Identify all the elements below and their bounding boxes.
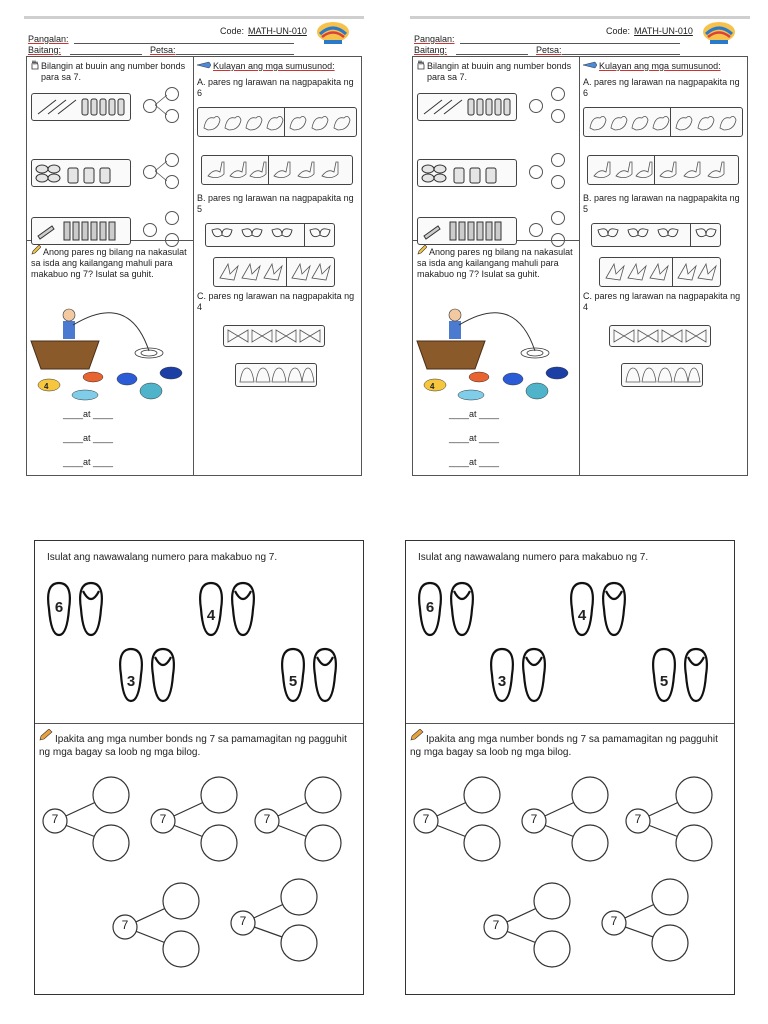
- task3-instruction: Anong pares ng bilang na nakasulat sa isda ang kailangang mahuli para makabuo ng 7? Isulat sa guhit.: [31, 247, 187, 279]
- sandal-number: 3: [126, 673, 136, 690]
- sandal-number: 6: [54, 599, 64, 616]
- picture-divider: [670, 108, 671, 136]
- butterfly-icon: [592, 224, 720, 246]
- object-group-1: [31, 93, 131, 121]
- page2-frame: [405, 540, 735, 995]
- bond-whole-number: 7: [610, 914, 618, 928]
- task2-instruction: Kulayan ang mga sumusunod:: [599, 61, 721, 71]
- answer-line[interactable]: ____at ____: [63, 409, 114, 419]
- worksheet-copy-left: [24, 16, 364, 478]
- picture-divider: [690, 224, 691, 246]
- bird-icon: [600, 258, 720, 286]
- picture-divider: [286, 258, 287, 286]
- worksheet-copy-right: [410, 16, 750, 478]
- answer-line[interactable]: ____at ____: [449, 457, 500, 467]
- object-group-1: [417, 93, 517, 121]
- page2-copy-left: [34, 540, 364, 995]
- picture-divider: [654, 156, 655, 184]
- name-input-line[interactable]: [74, 43, 294, 44]
- code-value: MATH-UN-010: [634, 26, 693, 36]
- picture-divider: [284, 108, 285, 136]
- bond-part-circle[interactable]: [551, 109, 565, 123]
- column-divider: [193, 57, 194, 475]
- instruction-draw-bonds: Ipakita ang mga number bonds ng 7 sa pamamagitan ng pagguhit ng mga bagay sa loob ng mga bilog.: [39, 734, 347, 758]
- bond-whole-number: 7: [121, 918, 129, 932]
- task2-part-a: A. pares ng larawan na nagpapakita ng 6: [583, 77, 740, 98]
- bond-part-circle[interactable]: [165, 109, 179, 123]
- fisherman-boat-illustration: [29, 291, 189, 401]
- task2-part-b: B. pares ng larawan na nagpapakita ng 5: [197, 193, 354, 214]
- object-group-2: [417, 159, 517, 187]
- bond-whole-number: 7: [422, 812, 430, 826]
- bell-icon: [236, 364, 316, 386]
- bond-part-circle[interactable]: [551, 233, 565, 247]
- picture-divider: [268, 156, 269, 184]
- duck-picture-box[interactable]: [587, 155, 739, 185]
- bond-part-circle[interactable]: [551, 87, 565, 101]
- task2-part-b: B. pares ng larawan na nagpapakita ng 5: [583, 193, 740, 214]
- bell-picture-box[interactable]: [235, 363, 317, 387]
- bond-part-circle[interactable]: [165, 153, 179, 167]
- bow-picture-box[interactable]: [223, 325, 325, 347]
- soap-bottle-icon: [418, 160, 516, 186]
- object-group-3: [31, 217, 131, 245]
- top-divider: [24, 16, 364, 19]
- fish-icon: [38, 367, 182, 400]
- comb-icon: [32, 218, 130, 244]
- crayon-icon: [197, 61, 211, 69]
- bond-whole-circle[interactable]: [529, 165, 543, 179]
- hen-icon: [584, 108, 742, 136]
- butterfly-picture-box[interactable]: [205, 223, 335, 247]
- date-input-line[interactable]: [176, 54, 294, 55]
- goose-icon: [588, 156, 738, 184]
- bond-part-circle[interactable]: [551, 211, 565, 225]
- bond-connector: [155, 93, 167, 119]
- code-label: Code: MATH-UN-010: [220, 26, 307, 36]
- school-logo-icon: [698, 20, 740, 46]
- bond-part-circle[interactable]: [551, 175, 565, 189]
- sandal-number: 3: [497, 673, 507, 690]
- section-divider: [406, 723, 734, 724]
- date-input-line[interactable]: [562, 54, 680, 55]
- name-input-line[interactable]: [460, 43, 680, 44]
- top-divider: [410, 16, 750, 19]
- butterfly-icon: [206, 224, 334, 246]
- bond-part-circle[interactable]: [165, 175, 179, 189]
- fisherman-boat-illustration: [415, 291, 575, 401]
- bird-picture-box[interactable]: [599, 257, 721, 287]
- bond-whole-circle[interactable]: [529, 99, 543, 113]
- picture-divider: [672, 258, 673, 286]
- object-group-3: [417, 217, 517, 245]
- bond-connector: [155, 159, 167, 185]
- answer-line[interactable]: ____at ____: [449, 409, 500, 419]
- hand-icon: [30, 60, 40, 70]
- date-label: Petsa:: [536, 45, 562, 55]
- answer-line[interactable]: ____at ____: [63, 433, 114, 443]
- task1-instruction: Bilangin at buuin ang number bonds para sa 7.: [41, 61, 186, 82]
- fish-icon: [424, 367, 568, 400]
- toothbrush-icon: [32, 94, 130, 120]
- instruction-draw-bonds: Ipakita ang mga number bonds ng 7 sa pamamagitan ng pagguhit ng mga bagay sa loob ng mga bilog.: [410, 734, 718, 758]
- soap-bottle-icon: [32, 160, 130, 186]
- date-label: Petsa:: [150, 45, 176, 55]
- worksheet: [24, 16, 364, 476]
- bond-whole-number: 7: [239, 914, 247, 928]
- code-label: Code: MATH-UN-010: [606, 26, 693, 36]
- bow-picture-box[interactable]: [609, 325, 711, 347]
- bond-part-circle[interactable]: [551, 153, 565, 167]
- bell-icon: [622, 364, 702, 386]
- hen-icon: [198, 108, 356, 136]
- bond-part-circle[interactable]: [165, 233, 179, 247]
- fish-number: 4: [430, 382, 435, 391]
- sandal-number: 4: [206, 607, 216, 624]
- number-bond-diagrams: [406, 771, 734, 991]
- answer-line[interactable]: ____at ____: [449, 433, 500, 443]
- toothbrush-icon: [418, 94, 516, 120]
- worksheet-frame: [412, 56, 748, 476]
- instruction-missing-number: Isulat ang nawawalang numero para makabuo ng 7.: [47, 552, 278, 563]
- butterfly-picture-box[interactable]: [591, 223, 721, 247]
- task1-instruction: Bilangin at buuin ang number bonds para sa 7.: [427, 61, 572, 82]
- column-divider: [579, 57, 580, 475]
- bond-whole-number: 7: [51, 812, 59, 826]
- page2-frame: [34, 540, 364, 995]
- bird-picture-box[interactable]: [213, 257, 335, 287]
- grade-input-line[interactable]: [456, 54, 528, 55]
- picture-divider: [304, 224, 305, 246]
- grade-label: Baitang:: [28, 45, 62, 55]
- bond-part-circle[interactable]: [165, 87, 179, 101]
- bell-picture-box[interactable]: [621, 363, 703, 387]
- task2-part-a: A. pares ng larawan na nagpapakita ng 6: [197, 77, 354, 98]
- sandal-number: 5: [659, 673, 669, 690]
- bond-part-circle[interactable]: [165, 211, 179, 225]
- name-label: Pangalan:: [414, 34, 455, 44]
- bow-icon: [224, 326, 324, 346]
- hen-picture-box[interactable]: [197, 107, 357, 137]
- bond-whole-number: 7: [530, 812, 538, 826]
- object-group-2: [31, 159, 131, 187]
- crayon-icon: [583, 61, 597, 69]
- sandal-number: 6: [425, 599, 435, 616]
- hen-picture-box[interactable]: [583, 107, 743, 137]
- bow-icon: [610, 326, 710, 346]
- code-value: MATH-UN-010: [248, 26, 307, 36]
- school-logo-icon: [312, 20, 354, 46]
- name-label: Pangalan:: [28, 34, 69, 44]
- answer-line[interactable]: ____at ____: [63, 457, 114, 467]
- duck-picture-box[interactable]: [201, 155, 353, 185]
- worksheet: [410, 16, 750, 476]
- bond-whole-circle[interactable]: [529, 223, 543, 237]
- section-divider: [35, 723, 363, 724]
- worksheet-frame: [26, 56, 362, 476]
- fish-number: 4: [44, 382, 49, 391]
- grade-input-line[interactable]: [70, 54, 142, 55]
- bond-whole-number: 7: [263, 812, 271, 826]
- number-bond-diagrams: [35, 771, 363, 991]
- hand-icon: [416, 60, 426, 70]
- bird-icon: [214, 258, 334, 286]
- page2-copy-right: [405, 540, 735, 995]
- task3-instruction: Anong pares ng bilang na nakasulat sa isda ang kailangang mahuli para makabuo ng 7? Isulat sa guhit.: [417, 247, 573, 279]
- sandal-number: 5: [288, 673, 298, 690]
- grade-label: Baitang:: [414, 45, 448, 55]
- task2-part-c: C. pares ng larawan na nagpapakita ng 4: [583, 291, 741, 312]
- goose-icon: [202, 156, 352, 184]
- bond-whole-number: 7: [492, 918, 500, 932]
- bond-whole-number: 7: [634, 812, 642, 826]
- sandal-number: 4: [577, 607, 587, 624]
- comb-icon: [418, 218, 516, 244]
- task2-instruction: Kulayan ang mga sumusunod:: [213, 61, 335, 71]
- task2-part-c: C. pares ng larawan na nagpapakita ng 4: [197, 291, 355, 312]
- bond-whole-number: 7: [159, 812, 167, 826]
- bond-whole-circle[interactable]: [143, 223, 157, 237]
- instruction-missing-number: Isulat ang nawawalang numero para makabuo ng 7.: [418, 552, 649, 563]
